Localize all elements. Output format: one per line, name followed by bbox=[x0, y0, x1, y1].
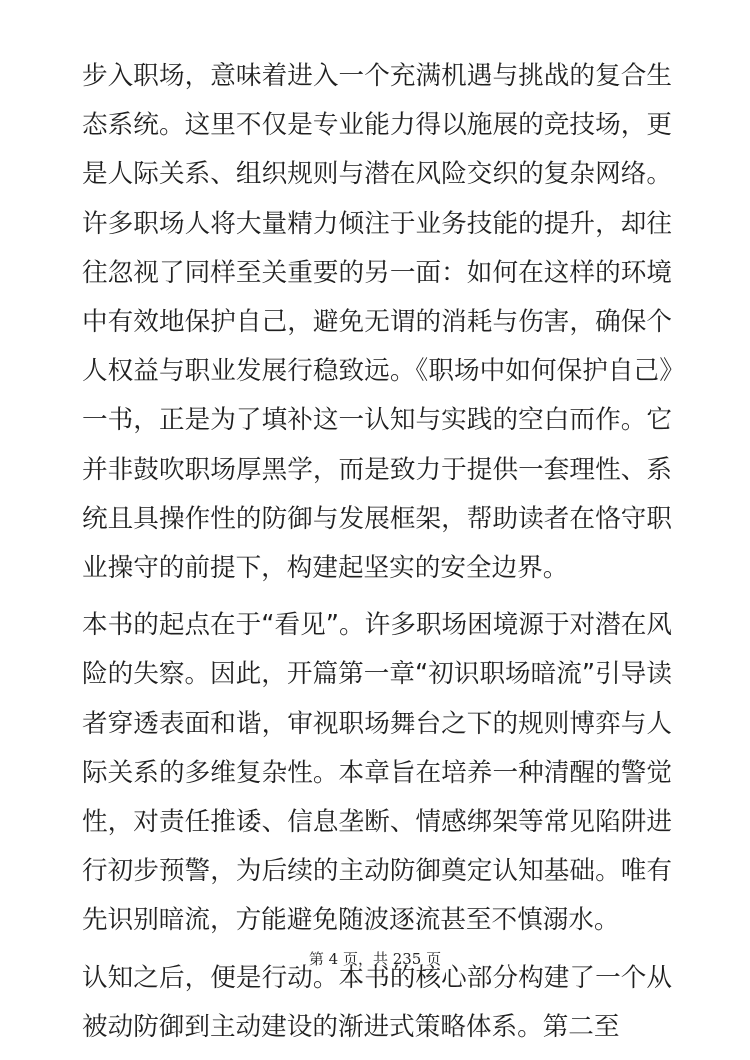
paragraph-1: 步入职场，意味着进入一个充满机遇与挑战的复合生态系统。这里不仅是专业能力得以施展的竞技场，更是人际关系、组织规则与潜在风险交织的复杂网络。许多职场人将大量精力倾注于业务技能的提升，却往往忽视了同样至关重要的另一面：如何在这样的环境中有效地保护自己，避免无谓的消耗与伤害，确保个人权益与职业发展行稳致远。《职场中如何保护自己》一书，正是为了填补这一认知与实践的空白而作。它并非鼓吹职场厚黑学，而是致力于提供一套理性、系统且具操作性的防御与发展框架，帮助读者在恪守职业操守的前提下，构建起坚实的安全边界。 bbox=[82, 61, 672, 584]
paragraph-3: 认知之后，便是行动。本书的核心部分构建了一个从被动防御到主动建设的渐进式策略体系。第二至 bbox=[82, 962, 672, 1042]
body-text bbox=[82, 52, 672, 1060]
paragraph-2: 本书的起点在于“看见”。许多职场困境源于对潜在风险的失察。因此，开篇第一章“初识职场暗流”引导读者穿透表面和谐，审视职场舞台之下的规则博弈与人际关系的多维复杂性。本章旨在培养一种清醒的警觉性，对责任推诿、信息垄断、情感绑架等常见陷阱进行初步预警，为后续的主动防御奠定认知基础。唯有先识别暗流，方能避免随波逐流甚至不慎溺水。 bbox=[82, 610, 672, 936]
page-number-footer: 第 4 页，共 235 页 bbox=[308, 950, 442, 968]
